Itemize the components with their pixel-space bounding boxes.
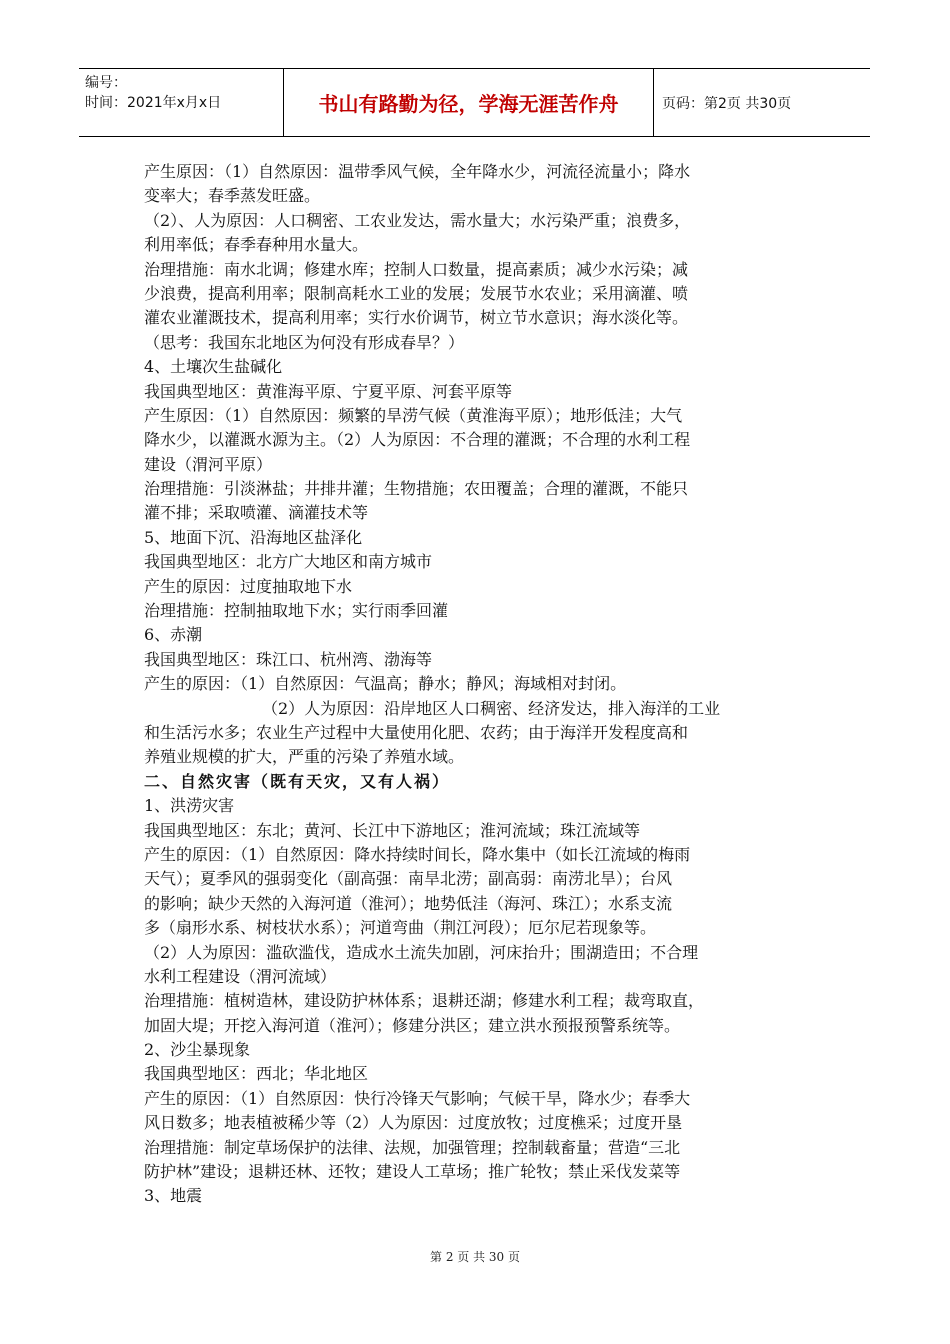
body-line: 建设（渭河平原） — [144, 454, 273, 474]
body-line: 产生原因：（1）自然原因：频繁的旱涝气候（黄淮海平原）；地形低洼；大气 — [144, 405, 683, 425]
body-line: 降水少，以灌溉水源为主。（2）人为原因：不合理的灌溉；不合理的水利工程 — [144, 430, 691, 450]
header-table — [79, 68, 870, 137]
header-motto: 书山有路勤为径，学海无涯苦作舟 — [284, 69, 654, 136]
body-line: 养殖业规模的扩大，严重的污染了养殖水域。 — [144, 747, 465, 767]
section-heading: 二、自然灾害（既有天灾，又有人祸） — [144, 771, 451, 791]
body-line: 我国典型地区：北方广大地区和南方城市 — [144, 552, 433, 572]
body-line: 防护林”建设；退耕还林、还牧；建设人工草场；推广轮牧；禁止采伐发菜等 — [144, 1162, 681, 1182]
body-line: 产生的原因：（1）自然原因：降水持续时间长，降水集中（如长江流域的梅雨 — [144, 844, 691, 864]
body-line: 利用率低；春季春种用水量大。 — [144, 235, 369, 255]
body-line: 变率大；春季蒸发旺盛。 — [144, 186, 321, 206]
body-line: 2、沙尘暴现象 — [144, 1040, 251, 1060]
body-line: 的影响；缺少天然的入海河道（淮河）；地势低洼（海河、珠江）；水系支流 — [144, 893, 673, 913]
body-line: 我国典型地区：黄淮海平原、宁夏平原、河套平原等 — [144, 381, 513, 401]
header-info-cell — [79, 69, 284, 136]
body-line: 治理措施：控制抽取地下水；实行雨季回灌 — [144, 601, 449, 621]
body-line: 产生的原因：过度抽取地下水 — [144, 576, 353, 596]
body-line: 5、地面下沉、沿海地区盐泽化 — [144, 527, 363, 547]
body-line: 少浪费，提高利用率；限制高耗水工业的发展；发展节水农业；采用滴灌、喷 — [144, 283, 689, 303]
page-footer: 第 2 页 共 30 页 — [430, 1250, 520, 1264]
body-line: 灌不排；采取喷灌、滴灌技术等 — [144, 503, 369, 523]
body-line: 我国典型地区：西北；华北地区 — [144, 1064, 369, 1084]
document-body — [144, 160, 810, 1209]
body-line: 6、赤潮 — [144, 625, 203, 645]
body-line: （2）人为原因：滥砍滥伐，造成水土流失加剧，河床抬升；围湖造田；不合理 — [144, 942, 699, 962]
body-line: 天气）；夏季风的强弱变化（副高强：南旱北涝；副高弱：南涝北旱）；台风 — [144, 869, 673, 889]
body-line: 灌农业灌溉技术，提高利用率；实行水价调节，树立节水意识；海水淡化等。 — [144, 308, 689, 328]
body-line: 加固大堤；开挖入海河道（淮河）；修建分洪区；建立洪水预报预警系统等。 — [144, 1015, 681, 1035]
header-page-code: 页码：第2页 共30页 — [662, 95, 792, 112]
body-line: 3、地震 — [144, 1186, 203, 1206]
body-line: 和生活污水多；农业生产过程中大量使用化肥、农药；由于海洋开发程度高和 — [144, 722, 689, 742]
body-line: 4、土壤次生盐碱化 — [144, 357, 283, 377]
document-number-label: 编号： — [85, 75, 127, 91]
body-line: 我国典型地区：东北；黄河、长江中下游地区；淮河流域；珠江流域等 — [144, 820, 641, 840]
body-line: 治理措施：制定草场保护的法律、法规，加强管理；控制载畜量；营造“三北 — [144, 1137, 681, 1157]
body-line: 1、洪涝灾害 — [144, 796, 235, 816]
body-line: 治理措施：南水北调；修建水库；控制人口数量，提高素质；减少水污染；减 — [144, 259, 689, 279]
body-line: 多（扇形水系、树枝状水系）；河道弯曲（荆江河段）；厄尔尼若现象等。 — [144, 918, 657, 938]
body-line: 治理措施：植树造林，建设防护林体系；退耕还湖；修建水利工程；裁弯取直， — [144, 991, 705, 1011]
body-line: （2）、人为原因：人口稠密、工农业发达，需水量大；水污染严重；浪费多， — [144, 210, 691, 230]
document-date-label: 时间：2021年x月x日 — [85, 95, 222, 111]
body-line: 产生原因：（1）自然原因：温带季风气候，全年降水少，河流径流量小；降水 — [144, 162, 691, 181]
body-line: （2）人为原因：沿岸地区人口稠密、经济发达，排入海洋的工业 — [262, 698, 721, 718]
body-line: 风日数多；地表植被稀少等（2）人为原因：过度放牧；过度樵采；过度开垦 — [144, 1113, 683, 1133]
body-line: 产生的原因：（1）自然原因：气温高；静水；静风；海域相对封闭。 — [144, 674, 627, 694]
body-line: （思考：我国东北地区为何没有形成春旱？） — [144, 332, 465, 352]
body-line: 产生的原因：（1）自然原因：快行冷锋天气影响；气候干旱，降水少；春季大 — [144, 1088, 691, 1108]
body-line: 治理措施：引淡淋盐；井排井灌；生物措施；农田覆盖；合理的灌溉，不能只 — [144, 479, 689, 499]
body-line: 水利工程建设（渭河流域） — [144, 966, 337, 986]
body-line: 我国典型地区：珠江口、杭州湾、渤海等 — [144, 649, 433, 669]
